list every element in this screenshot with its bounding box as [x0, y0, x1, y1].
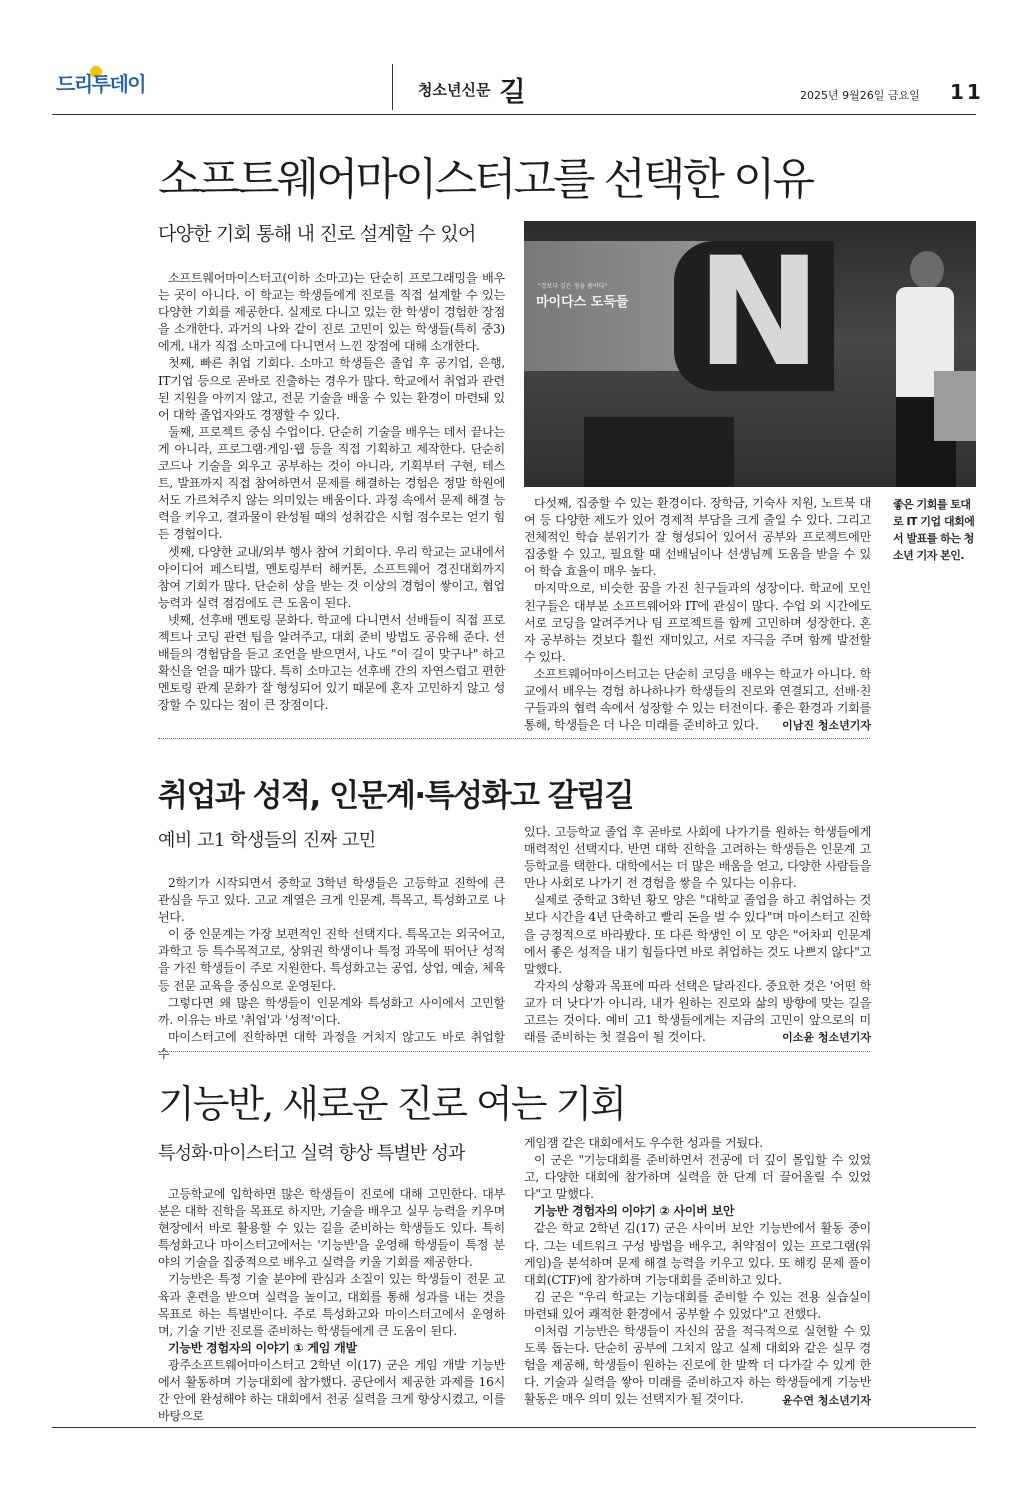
- paper-name: 청소년신문: [418, 81, 491, 99]
- logo-text: 드리투데이: [56, 72, 146, 96]
- screen-title: 마이다스 도둑들: [536, 295, 629, 310]
- article-3-headline: 기능반, 새로운 진로 여는 기회: [158, 1082, 625, 1126]
- paragraph: 각자의 상황과 목표에 따라 선택은 달라진다. 중요한 것은 '어떤 학교가 더 낫다'가 아니라, 내가 원하는 진로와 삶의 방향에 맞는 길을 고르는 것이다. 예비 고1 학생들에게는 지금의 고민이 앞으로의 미래를 준비하는 첫 걸음이 될 것이다.: [524, 978, 871, 1045]
- article-3-column-2: [524, 1135, 871, 1408]
- paragraph: 2학기가 시작되면서 중학교 3학년 학생들은 고등학교 진학에 큰 관심을 두고 있다. 고교 계열은 크게 인문계, 특목고, 특성화고로 나뉜다.: [158, 876, 505, 925]
- subsection-heading: 기능반 경험자의 이야기 ① 게임 개발: [168, 1340, 357, 1355]
- paragraph: 그렇다면 왜 많은 학생들이 인문계와 특성화고 사이에서 고민할까. 이유는 바로 '취업'과 '성적'이다.: [158, 995, 505, 1027]
- article-3: [0, 1053, 1028, 1433]
- paragraph: 있다. 고등학교 졸업 후 곧바로 사회에 나가기를 원하는 학생들에게 매력적인 선택지다. 반면 대학 진학을 고려하는 학생들은 인문계 고등학교를 택한다. 대학에서는 더 많은 배움을 얻고, 다양한 사람들을 만나 사회로 나가기 전 경험을 쌓을 수 있다는 이유다.: [524, 825, 871, 891]
- paragraph: 다섯째, 집중할 수 있는 환경이다. 장학금, 기숙사 지원, 노트북 대여 등 다양한 제도가 있어 경제적 부담을 크게 줄일 수 있다. 그리고 전체적인 학습 분위기가 잘 형성되어 있어서 공부와 프로젝트에만 집중할 수 있고, 필요할 때 선배님이나 선생님께 도움을 받을 수 있어 학습 효율이 매우 높다.: [524, 496, 871, 579]
- article-separator: [158, 738, 870, 739]
- article-2-column-1: [158, 875, 505, 1063]
- paragraph: 기능반은 특정 기술 분야에 관심과 소질이 있는 학생들이 전문 교육과 훈련을 받으며 실력을 높이고, 대회를 통해 성과를 내는 것을 목표로 하는 특별반이다. 주로 특성화고와 마이스터고에서 운영하며, 기술 기반 진로를 준비하는 학생들에게 큰 도움이 된다.: [158, 1272, 505, 1338]
- speaker-head: [910, 251, 944, 289]
- article-3-column-1: [158, 1186, 505, 1425]
- article-1-byline: 이남진 청소년기자: [782, 719, 871, 733]
- paragraph: 게임잼 같은 대회에서도 우수한 성과를 거뒀다.: [524, 1136, 763, 1150]
- paragraph: 첫째, 빠른 취업 기회다. 소마고 학생들은 졸업 후 공기업, 은행, IT기업 등으로 곧바로 진출하는 경우가 많다. 학교에서 취업과 관련된 지원을 아끼지 않고, 전문 기술을 배울 수 있는 환경이 마련돼 있어 대학 졸업자와도 경쟁할 수 있다.: [158, 356, 505, 422]
- article-2-headline: 취업과 성적, 인문계·특성화고 갈림길: [158, 778, 634, 814]
- article-1-column-1: [158, 270, 505, 714]
- header-divider: [392, 64, 393, 110]
- paragraph: 마이스터고에 진학하면 대학 과정을 거치지 않고도 바로 취업할 수: [158, 1029, 505, 1061]
- article-2-byline: 이소윤 청소년기자: [782, 1031, 871, 1045]
- article-1: [0, 115, 1028, 740]
- subsection-heading: 기능반 경험자의 이야기 ② 사이버 보안: [534, 1204, 735, 1219]
- article-1-headline: 소프트웨어마이스터고를 선택한 이유: [158, 154, 813, 205]
- right-panel: [934, 371, 976, 441]
- big-logo-letter: N: [696, 226, 822, 400]
- paragraph: 김 군은 "우리 학교는 기능대회를 준비할 수 있는 전용 실습실이 마련돼 있어 쾌적한 환경에서 공부할 수 있었다"고 전했다.: [524, 1289, 871, 1321]
- paragraph: 둘째, 프로젝트 중심 수업이다. 단순히 기술을 배우는 데서 끝나는 게 아니라, 프로그램·게임·웹 등을 직접 기획하고 제작한다. 단순히 코드나 기술을 외우고 공부하는 것이 아니라, 기획부터 구현, 테스트, 발표까지 직접 참여하면서 문제를 해결하는 경험은 정말 학원에서도 가르쳐주지 않는 의미있는 배움이다. 과정 속에서 문제 해결 능력을 키우고, 결과물이 완성될 때의 성취감은 시험 점수로는 얻기 힘든 경험이다.: [158, 424, 505, 542]
- paragraph: 이처럼 기능반은 학생들이 자신의 꿈을 적극적으로 실현할 수 있도록 돕는다. 단순히 공부에 그치지 않고 실제 대회와 같은 실무 경험을 제공해, 학생들이 원하는 진로에 한 발짝 더 다가갈 수 있게 한다. 기술과 실력을 쌓아 미래를 준비하고자 하는 학생들에게 기능반 활동은 매우 의미 있는 선택지가 될 것이다.: [524, 1324, 871, 1407]
- page-number: 11: [950, 80, 984, 104]
- paper-masthead: [418, 70, 526, 106]
- article-1-subheadline: 다양한 기회 통해 내 진로 설계할 수 있어: [158, 223, 476, 245]
- paragraph: 이 중 인문계는 가장 보편적인 진학 선택지다. 특목고는 외국어고, 과학고 등 특수목적고로, 상위권 학생이나 특정 과목에 뛰어난 성적을 가진 학생들이 주로 지원한다. 특성화고는 공업, 상업, 예술, 체육 등 전문 교육을 중심으로 운영된다.: [158, 927, 505, 993]
- article-2: [0, 740, 1028, 1061]
- paragraph: 마지막으로, 비슷한 꿈을 가진 친구들과의 성장이다. 학교에 모인 친구들은 대부분 소프트웨어와 IT에 관심이 많다. 수업 외 시간에도 서로 코딩을 알려주거나 팀 프로젝트를 함께 고민하며 성장한다. 혼자 공부하는 것보다 훨씬 재미있고, 서로 자극을 주며 함께 발전할 수 있다.: [524, 581, 871, 664]
- article-1-photo: [524, 221, 976, 487]
- header: [0, 0, 1028, 115]
- desk: [584, 417, 734, 487]
- article-3-subheadline: 특성화·마이스터고 실력 향상 특별반 성과: [158, 1143, 465, 1164]
- paragraph: 고등학교에 입학하면 많은 학생들이 진로에 대해 고민한다. 대부분은 대학 진학을 목표로 하지만, 기술을 배우고 실무 능력을 키우며 현장에서 바로 활용할 수 있는 길을 준비하는 학생들도 있다. 특히 특성화고나 마이스터고에서는 '기능반'을 운영해 학생들이 특정 분야의 기술을 집중적으로 배우고 실력을 키울 기회를 제공한다.: [158, 1187, 505, 1270]
- paragraph: 소프트웨어마이스터고는 단순히 코딩을 배우는 학교가 아니다. 학교에서 배우는 경험 하나하나가 학생들의 진로와 연결되고, 선배·친구들과의 협력 속에서 성장할 수 있는 터전이다. 좋은 환경과 기회를 통해, 학생들은 더 나은 미래를 준비하고 있다.: [524, 666, 871, 733]
- paragraph: 실제로 중학교 3학년 황모 양은 "대학교 졸업을 하고 취업하는 것보다 시간을 4년 단축하고 빨리 돈을 벌 수 있다"며 마이스터고 진학을 긍정적으로 바라봤다. 또 다른 학생인 이 모 양은 "어차피 인문계에서 좋은 성적을 내기 힘들다면 바로 취업하는 것도 나쁘지 않다"고 말했다.: [524, 893, 871, 976]
- paper-title: 길: [499, 77, 526, 108]
- paragraph: 소프트웨어마이스터고(이하 소마고)는 단순히 프로그래밍을 배우는 곳이 아니다. 이 학교는 학생들에게 진로를 직접 설계할 수 있는 다양한 기회를 제공한다. 실제로 다니고 있는 한 학생이 경험한 장점을 소개한다. 과거의 나와 같이 진로 고민이 있는 학생들(특히 중3)에게, 내가 직접 소마고에 다니면서 느낀 장점에 대해 소개한다.: [158, 271, 505, 354]
- article-1-column-2: [524, 495, 871, 733]
- paragraph: 같은 학교 2학년 김(17) 군은 사이버 보안 기능반에서 활동 중이다. 그는 네트워크 구성 방법을 배우고, 취약점이 있는 프로그램(워게임)을 분석하며 문제 해결 능력을 키우고 있다. 또 해킹 문제 풀이 대회(CTF)에 참가하며 기능대회를 준비하고 있다.: [524, 1221, 871, 1287]
- paragraph: 광주소프트웨어마이스터고 2학년 이(17) 군은 게임 개발 기능반에서 활동하며 기능대회에 참가했다. 공단에서 제공한 과제를 16시간 안에 완성해야 하는 대회에서 전공 실력을 크게 향상시켰고, 이를 바탕으로: [158, 1357, 505, 1424]
- paragraph: 넷째, 선후배 멘토링 문화다. 학교에 다니면서 선배들이 직접 프로젝트나 코딩 관련 팁을 알려주고, 대회 준비 방법도 공유해 준다. 선배들의 경험담을 듣고 조언을 받으면서, 나도 "이 길이 맞구나" 하고 확신을 얻을 때가 많다. 특히 소마고는 선후배 간의 자연스럽고 편한 멘토링 관계 문화가 잘 형성되어 있기 때문에 혼자 고민하지 않고 성장할 수 있다는 점이 큰 장점이다.: [158, 612, 505, 713]
- issue-date: 2025년 9월26일 금요일: [800, 89, 920, 102]
- article-2-column-2: [524, 824, 871, 1045]
- logo: [56, 66, 146, 94]
- paragraph: 이 군은 "기능대회를 준비하면서 전공에 더 깊이 몰입할 수 있었고, 다양한 대회에 참가하며 실력을 한 단계 더 끌어올릴 수 있었다"고 말했다.: [524, 1153, 871, 1202]
- screen-small-text: "강보다 깊은 정을 품어다": [538, 283, 608, 290]
- article-3-byline: 윤수연 청소년기자: [782, 1393, 871, 1407]
- footer-rule: [52, 1427, 976, 1428]
- article-2-subheadline: 예비 고1 학생들의 진짜 고민: [158, 830, 376, 851]
- article-separator: [158, 1051, 870, 1052]
- paragraph: 셋째, 다양한 교내/외부 행사 참여 기회이다. 우리 학교는 교내에서 아이디어 페스티벌, 멘토링부터 해커톤, 소프트웨어 경진대회까지 참여 기회가 많다. 단순히 상을 받는 것 이상의 경험이 쌓이고, 협업 능력과 실력 점검에도 큰 도움이 된다.: [158, 544, 506, 610]
- photo-caption: 좋은 기회를 토대로 IT 기업 대회에서 발표를 하는 청소년 기자 본인.: [893, 498, 975, 562]
